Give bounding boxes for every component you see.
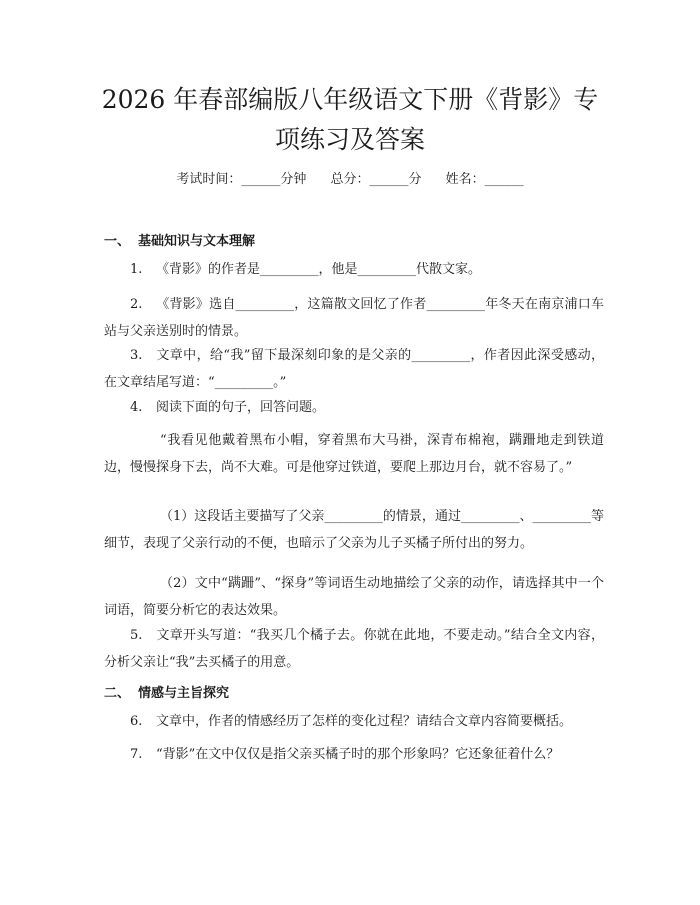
question-text: 文章中，给“我”留下最深刻印象的是父亲的_________，作者因此深受感动，在文章结尾写道：“_________。” (104, 348, 604, 390)
question-text: “背影”在文中仅仅是指父亲买橘子时的那个形象吗？它还象征着什么？ (156, 747, 560, 762)
title-line-1: 2026 年春部编版八年级语文下册《背影》专 (101, 85, 599, 114)
question-number: 7. (130, 747, 143, 762)
question-number: 4. (130, 400, 143, 415)
section-number: 二、 (104, 686, 131, 701)
title-line-2: 项练习及答案 (274, 125, 425, 154)
exam-score: 总分：______分 (330, 172, 422, 187)
exam-time: 考试时间：______分钟 (176, 172, 307, 187)
question-5 (104, 622, 604, 676)
question-number: 2. (130, 297, 143, 312)
section-title: 基础知识与文本理解 (138, 234, 256, 249)
student-name: 姓名：______ (445, 172, 524, 187)
question-number: 6. (130, 714, 143, 729)
question-number: 5. (130, 628, 143, 643)
question-1 (104, 256, 604, 283)
sub-question-1: （1）这段话主要描写了父亲_________的情景，通过_________、_________等细节，表现了父亲行动的不便，也暗示了父亲为儿子买橘子所付出的努力。 (104, 509, 604, 551)
sub-question-2: （2）文中“蹒跚”、“探身”等词语生动地描绘了父亲的动作，请选择其中一个词语，简要分析它的表达效果。 (104, 576, 604, 618)
question-2 (104, 291, 604, 345)
exam-info (0, 168, 700, 187)
section-title: 情感与主旨探究 (138, 686, 230, 701)
quoted-passage: “我看见他戴着黑布小帽，穿着黑布大马褂，深青布棉袍，蹒跚地走到铁道边，慢慢探身下去，尚不大难。可是他穿过铁道，要爬上那边月台，就不容易了。” (104, 433, 604, 475)
question-4 (104, 394, 604, 421)
section-heading-1 (104, 230, 255, 249)
question-number: 3. (130, 348, 143, 363)
document-title (60, 80, 640, 160)
question-number: 1. (130, 262, 143, 277)
question-text: 文章中，作者的情感经历了怎样的变化过程？请结合文章内容简要概括。 (156, 714, 573, 729)
question-7 (104, 741, 604, 768)
question-text: 阅读下面的句子，回答问题。 (156, 400, 326, 415)
question-text: 《背影》的作者是_________，他是_________代散文家。 (156, 262, 482, 277)
section-number: 一、 (104, 234, 131, 249)
section-heading-2 (104, 682, 229, 701)
question-6 (104, 708, 604, 735)
question-text: 《背影》选自_________，这篇散文回忆了作者_________年冬天在南京浦口车站与父亲送别时的情景。 (104, 297, 604, 339)
question-3 (104, 342, 604, 396)
question-text: 文章开头写道：“我买几个橘子去。你就在此地，不要走动。”结合全文内容，分析父亲让“我”去买橘子的用意。 (104, 628, 604, 670)
